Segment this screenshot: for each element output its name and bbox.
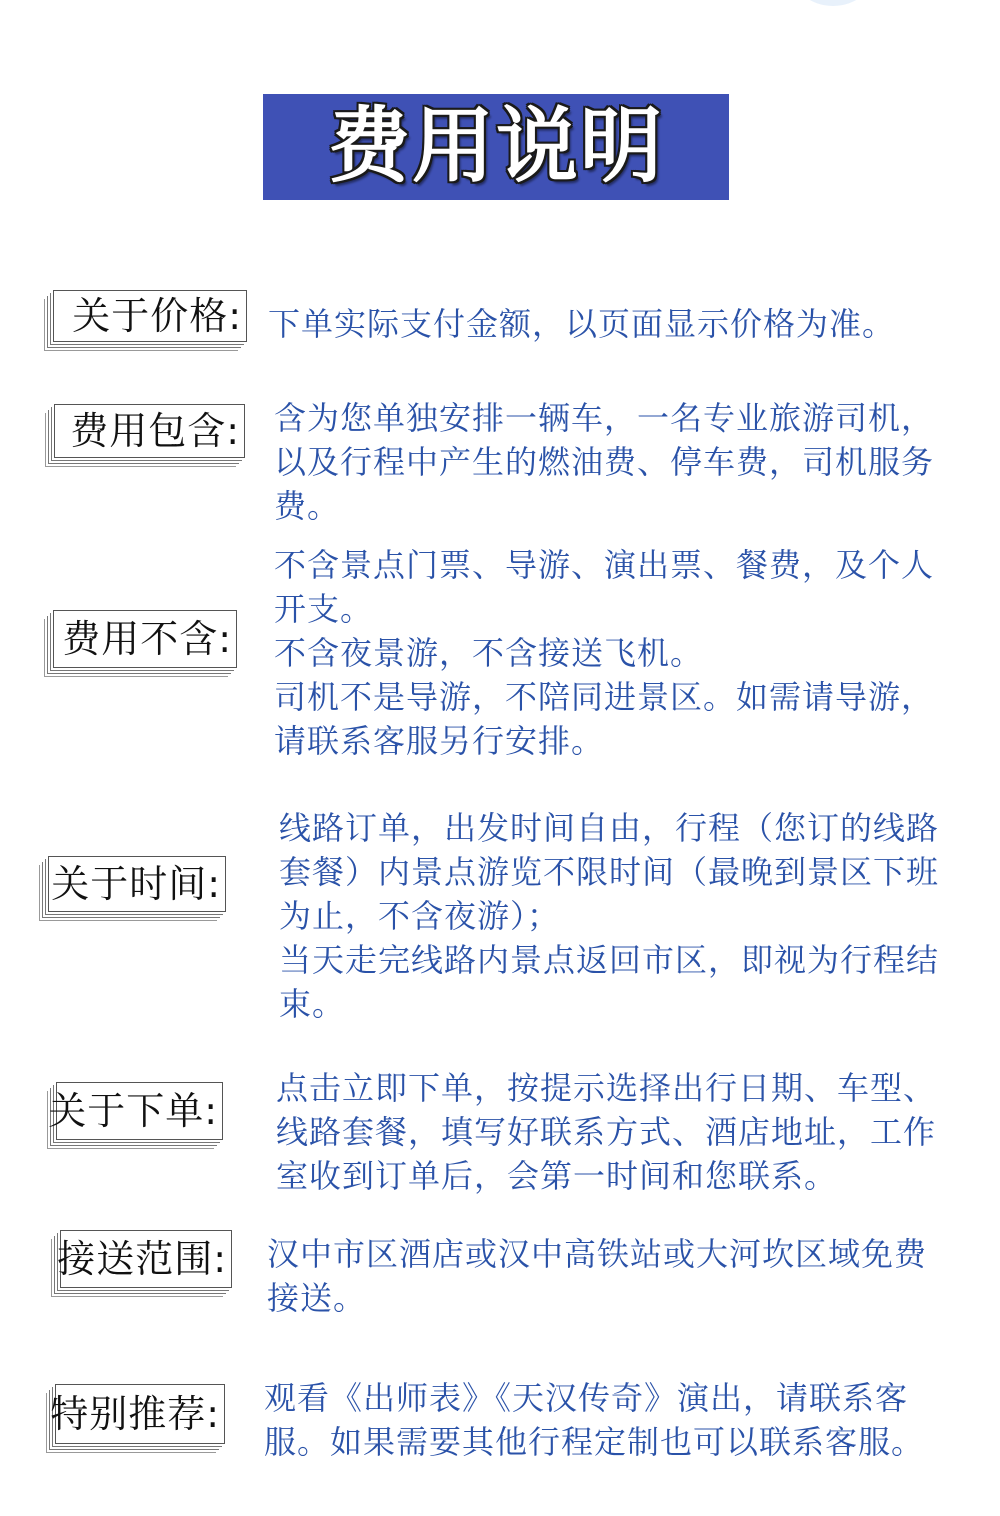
desc-recommend bbox=[264, 1376, 944, 1464]
label-included-text: 费用包含: bbox=[70, 409, 240, 453]
label-price bbox=[53, 290, 247, 342]
desc-recommend-line: 观看《出师表》《天汉传奇》演出，请联系客服。如果需要其他行程定制也可以联系客服。 bbox=[264, 1379, 925, 1461]
label-pickup-text: 接送范围: bbox=[57, 1237, 227, 1281]
decorative-circle bbox=[790, 0, 876, 6]
desc-pickup bbox=[267, 1232, 947, 1320]
label-recommend-text: 特别推荐: bbox=[50, 1392, 220, 1436]
desc-time-line-1: 线路订单，出发时间自由，行程（您订的线路套餐）内景点游览不限时间（最晚到景区下班为止，不含夜游）； bbox=[279, 809, 940, 935]
label-pickup bbox=[57, 1230, 232, 1288]
desc-time-line-2: 当天走完线路内景点返回市区，即视为行程结束。 bbox=[279, 941, 940, 1023]
desc-order-line: 点击立即下单，按提示选择出行日期、车型、线路套餐，填写好联系方式、酒店地址，工作室收到订单后，会第一时间和您联系。 bbox=[276, 1069, 937, 1195]
label-recommend bbox=[50, 1384, 225, 1444]
label-time bbox=[48, 856, 226, 912]
desc-price bbox=[268, 302, 948, 346]
desc-excluded-line-1: 不含景点门票、导游、演出票、餐费，及个人开支。 bbox=[274, 546, 935, 628]
desc-pickup-line: 汉中市区酒店或汉中高铁站或大河坎区域免费接送。 bbox=[267, 1235, 928, 1317]
desc-price-line: 下单实际支付金额，以页面显示价格为准。 bbox=[268, 305, 896, 343]
desc-excluded-line-2: 不含夜景游，不含接送飞机。 bbox=[274, 634, 704, 672]
label-included bbox=[54, 404, 245, 458]
desc-included bbox=[274, 396, 948, 528]
label-time-text: 关于时间: bbox=[51, 862, 221, 906]
page-title: 费用说明 bbox=[327, 99, 664, 194]
label-order bbox=[48, 1082, 223, 1140]
desc-excluded bbox=[274, 543, 948, 763]
title-banner bbox=[263, 94, 729, 200]
desc-order bbox=[276, 1066, 950, 1198]
desc-time bbox=[279, 806, 953, 1026]
label-order-text: 关于下单: bbox=[48, 1089, 218, 1133]
desc-excluded-line-3: 司机不是导游，不陪同进景区。如需请导游，请联系客服另行安排。 bbox=[274, 678, 935, 760]
desc-included-line: 含为您单独安排一辆车，一名专业旅游司机，以及行程中产生的燃油费、停车费，司机服务费。 bbox=[274, 399, 935, 525]
label-excluded-text: 费用不含: bbox=[62, 617, 232, 661]
label-price-text: 关于价格: bbox=[72, 294, 242, 338]
label-excluded bbox=[53, 610, 237, 668]
